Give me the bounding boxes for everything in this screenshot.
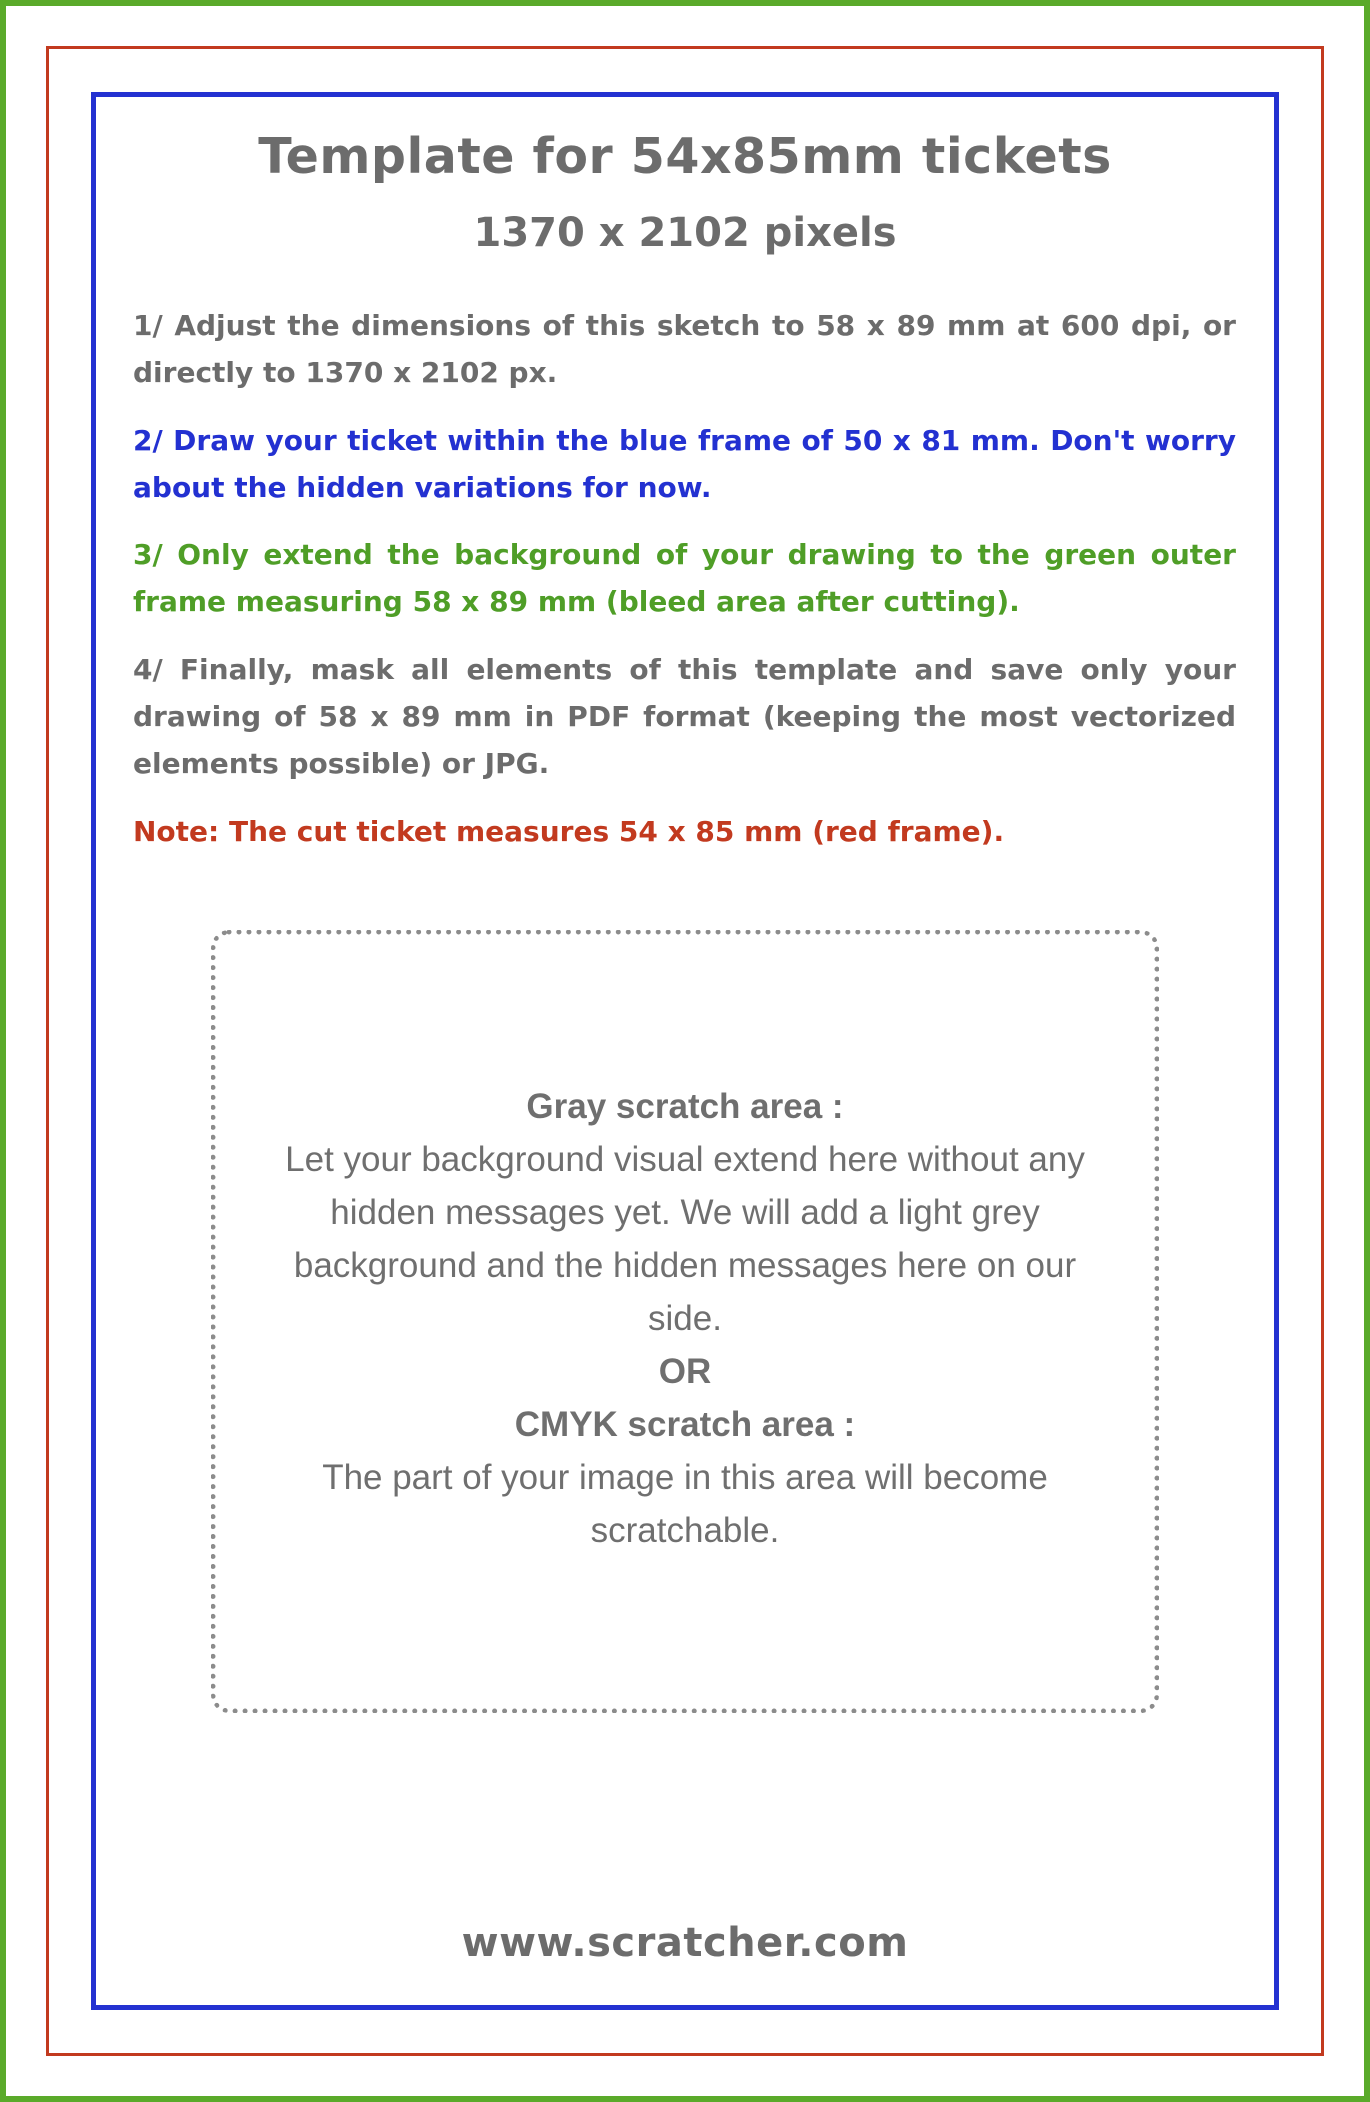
template-title: Template for 54x85mm tickets xyxy=(258,128,1112,185)
cmyk-scratch-heading: CMYK scratch area : xyxy=(514,1405,856,1444)
template-dimensions: 1370 x 2102 pixels xyxy=(473,210,897,256)
scratch-area-description xyxy=(260,1080,1110,1557)
cmyk-scratch-body: The part of your image in this area will become scratchable. xyxy=(322,1458,1048,1550)
website-url: www.scratcher.com xyxy=(461,1920,909,1966)
instruction-step-3: 3/ Only extend the background of your drawing to the green outer frame measuring 58 x 89 mm (bleed area after cutting). xyxy=(133,538,1236,618)
or-separator: OR xyxy=(658,1352,712,1391)
cut-size-note: Note: The cut ticket measures 54 x 85 mm (red frame). xyxy=(133,815,1005,848)
gray-scratch-heading: Gray scratch area : xyxy=(526,1087,844,1126)
instruction-step-4: 4/ Finally, mask all elements of this template and save only your drawing of 58 x 89 mm in PDF format (keeping the most vectorized elements possible) or JPG. xyxy=(133,653,1236,780)
gray-scratch-body: Let your background visual extend here without any hidden messages yet. We will add a light grey background and the hidden messages here on our side. xyxy=(285,1140,1085,1338)
instruction-step-1: 1/ Adjust the dimensions of this sketch to 58 x 89 mm at 600 dpi, or directly to 1370 x 2102 px. xyxy=(133,309,1236,389)
instruction-step-2: 2/ Draw your ticket within the blue frame of 50 x 81 mm. Don't worry about the hidden variations for now. xyxy=(133,424,1236,504)
